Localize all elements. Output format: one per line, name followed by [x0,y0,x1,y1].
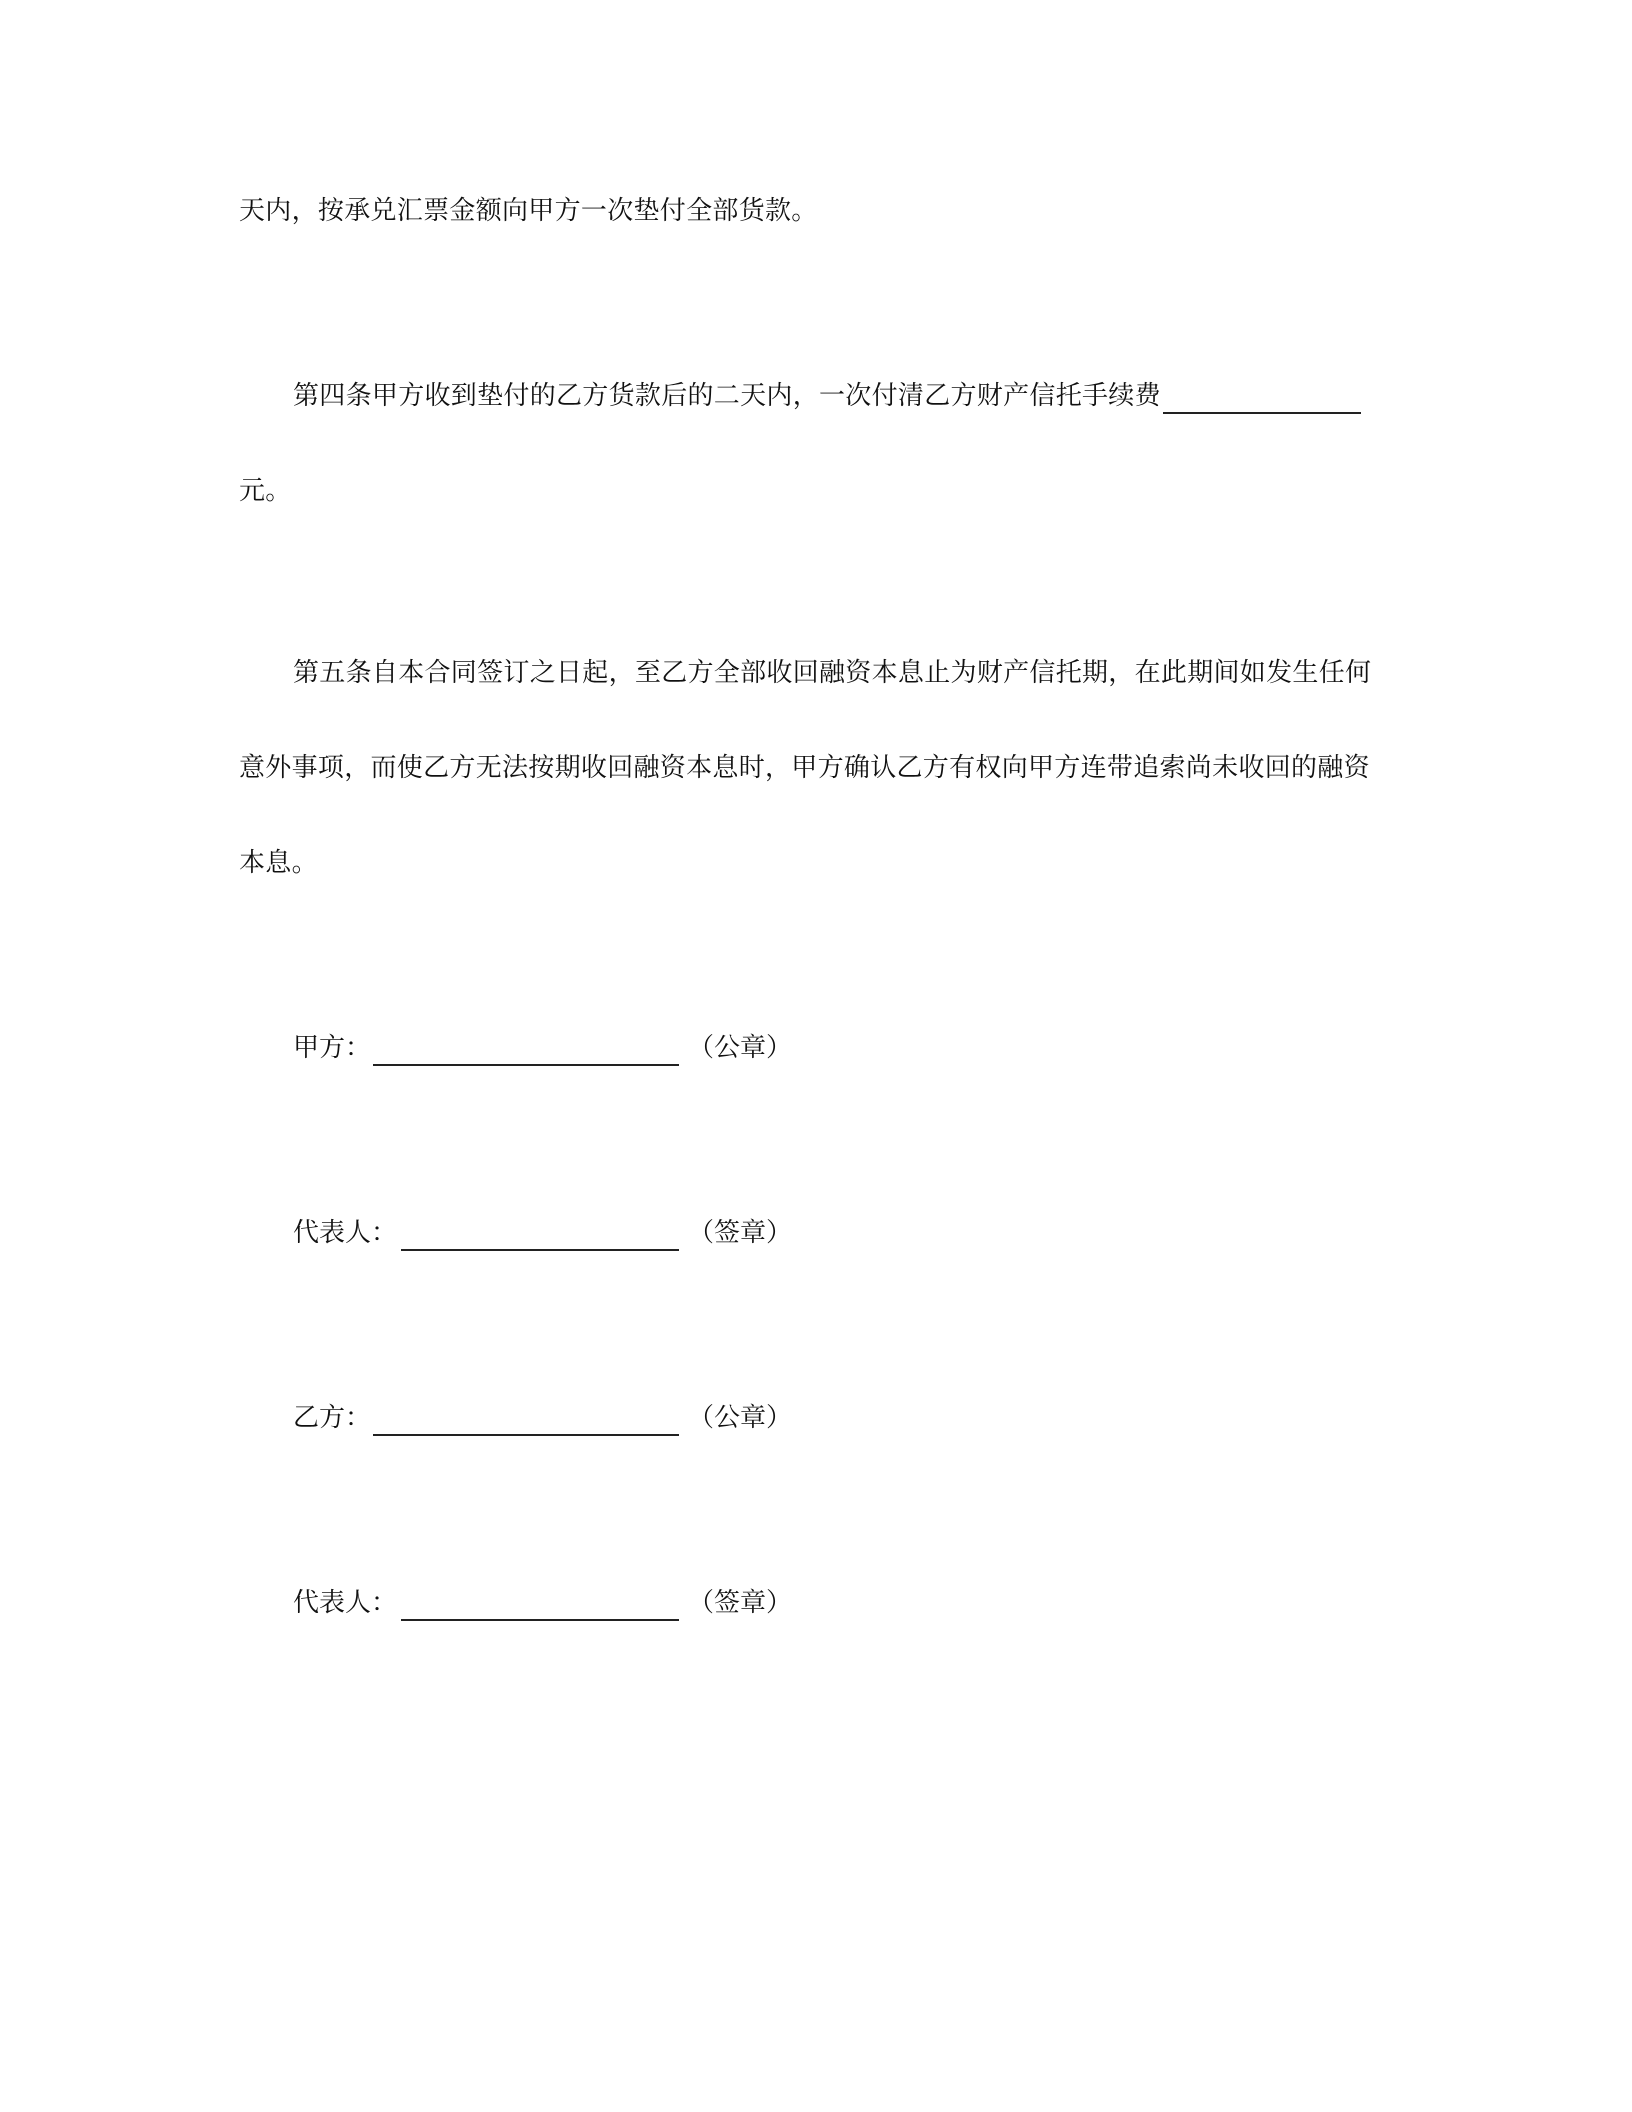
signature-representative-b [293,1585,793,1621]
signature-representative-a [293,1215,793,1251]
signature-label: 甲方： [293,1033,372,1063]
paragraph-line: 天内，按承兑汇票金额向甲方一次垫付全部货款。 [239,196,818,226]
article-4-text: 第四条甲方收到垫付的乙方货款后的二天内，一次付清乙方财产信托手续费 [293,381,1161,411]
fee-blank-line [1163,382,1361,414]
signature-blank-line [373,1404,679,1436]
signature-party-a [293,1030,793,1066]
signature-label: 代表人： [293,1218,398,1248]
seal-note: （公章） [688,1403,793,1433]
article-5-line-1: 第五条自本合同签订之日起，至乙方全部收回融资本息止为财产信托期，在此期间如发生任何 [293,658,1372,688]
article-5-line-2: 意外事项，而使乙方无法按期收回融资本息时，甲方确认乙方有权向甲方连带追索尚未收回的融资 [239,753,1370,783]
signature-blank-line [401,1219,679,1251]
signature-blank-line [373,1034,679,1066]
article-5-line-3: 本息。 [239,848,318,878]
seal-note: （签章） [688,1218,793,1248]
signature-blank-line [401,1589,679,1621]
article-4-continuation: 元。 [239,476,292,506]
signature-label: 乙方： [293,1403,372,1433]
seal-note: （公章） [688,1033,793,1063]
signature-label: 代表人： [293,1588,398,1618]
seal-note: （签章） [688,1588,793,1618]
signature-party-b [293,1400,793,1436]
article-4 [293,378,1361,414]
